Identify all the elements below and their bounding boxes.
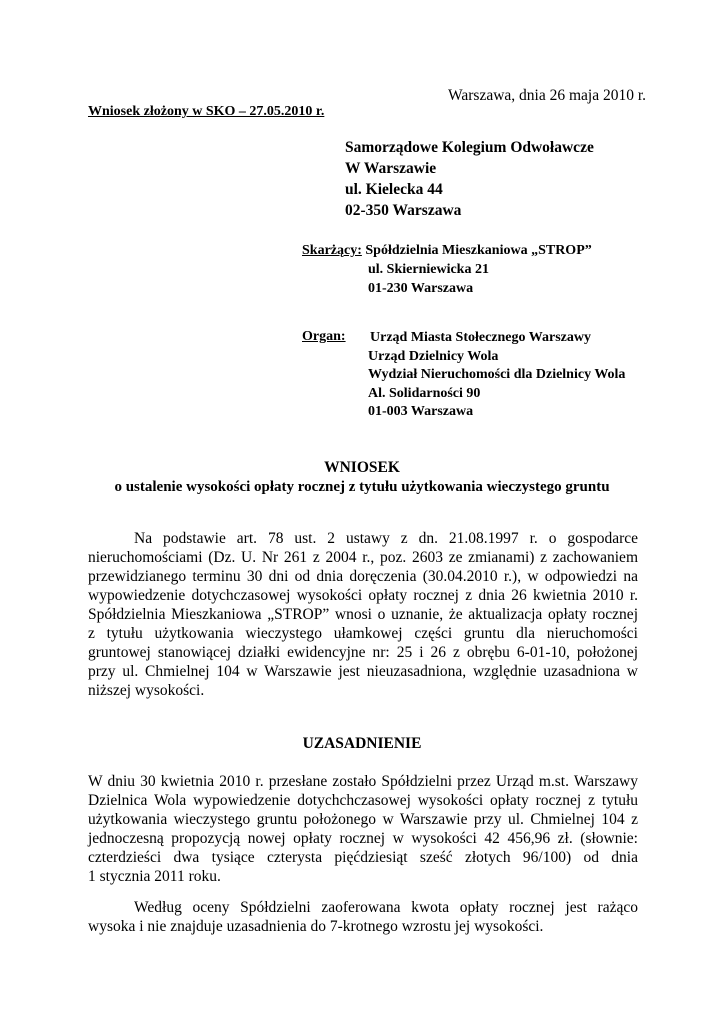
justification-line: W dniu 30 kwietnia 2010 r. przesłane zostało Spółdzielni przez Urząd m.st. Warszawy xyxy=(88,773,638,790)
justification-line: użytkowania wieczystego gruntu położonego w Warszawie przy ul. Chmielnej 104 z xyxy=(88,811,638,828)
authority-line: Urząd Dzielnicy Wola xyxy=(368,348,499,364)
recipient-line: 02-350 Warszawa xyxy=(345,202,462,219)
body-line: Spółdzielnia Mieszkaniowa „STROP” wnosi o uznanie, że aktualizacja opłaty rocznej xyxy=(88,606,638,623)
body-line: przy ul. Chmielnej 104 w Warszawie jest nieuzasadniona, względnie uzasadniona w xyxy=(88,663,638,680)
recipient-line: W Warszawie xyxy=(345,160,437,177)
complainant-street: ul. Skierniewicka 21 xyxy=(368,262,489,277)
complainant-city: 01-230 Warszawa xyxy=(368,281,474,296)
motion-title: WNIOSEK xyxy=(324,459,400,476)
justification-line: Według oceny Spółdzielni zaoferowana kwota opłaty rocznej jest rażąco xyxy=(134,899,638,916)
justification-line: 1 stycznia 2011 roku. xyxy=(88,868,221,885)
authority-block xyxy=(370,329,625,422)
complainant-label: Skarżący: xyxy=(302,243,362,258)
authority-label: Organ: xyxy=(302,329,346,344)
filed-note: Wniosek złożony w SKO – 27.05.2010 r. xyxy=(88,104,325,119)
authority-line: Wydział Nieruchomości dla Dzielnicy Wola xyxy=(368,367,626,382)
recipient-block xyxy=(345,137,594,221)
justification-line: Dzielnica Wola wypowiedzenie dotychchczasowej wysokości opłaty rocznej z tytułu xyxy=(88,792,638,809)
motion-body xyxy=(88,529,638,700)
complainant-block xyxy=(302,241,592,298)
place-date: Warszawa, dnia 26 maja 2010 r. xyxy=(448,87,647,104)
body-line: przewidzianego terminu 30 dni od dnia doręczenia (30.04.2010 r.), w odpowiedzi na xyxy=(88,568,638,585)
justification-title: UZASADNIENIE xyxy=(302,735,422,752)
recipient-line: ul. Kielecka 44 xyxy=(345,181,443,198)
recipient-line: Samorządowe Kolegium Odwoławcze xyxy=(345,139,594,156)
body-line: nieruchomościami (Dz. U. Nr 261 z 2004 r., poz. 2603 ze zmianami) z zachowaniem xyxy=(88,549,638,566)
body-line: z tytułu użytkowania wieczystego ułamkowej części gruntu dla nieruchomości xyxy=(88,625,638,642)
body-line: gruntowej stanowiącej działki ewidencyjne nr: 25 i 26 z obrębu 6-01-10, położonej xyxy=(88,644,638,661)
body-line: niższej wysokości. xyxy=(88,682,205,699)
body-line: Na podstawie art. 78 ust. 2 ustawy z dn. 21.08.1997 r. o gospodarce xyxy=(134,530,638,547)
justification-line: wysoka i nie znajduje uzasadnienia do 7-krotnego wzrostu jej wysokości. xyxy=(88,918,544,935)
justification-line: jednoczesną propozycją nowej opłaty rocznej w wysokości 42 456,96 zł. (słownie: xyxy=(88,830,638,847)
justification-para2 xyxy=(88,898,638,936)
motion-subtitle: o ustalenie wysokości opłaty rocznej z tytułu użytkowania wieczystego gruntu xyxy=(114,479,610,495)
justification-line: czterdzieści dwa tysiące czterysta pięćdziesiąt sześć złotych 96/100) od dnia xyxy=(88,849,638,866)
body-line: wypowiedzenie dotychczasowej wysokości opłaty rocznej z dnia 26 kwietnia 2010 r. xyxy=(88,587,638,604)
complainant-name: Spółdzielnia Mieszkaniowa „STROP” xyxy=(365,243,592,258)
authority-line: 01-003 Warszawa xyxy=(368,404,474,419)
authority-line: Al. Solidarności 90 xyxy=(368,385,481,401)
justification-para1 xyxy=(88,772,638,886)
authority-line: Urząd Miasta Stołecznego Warszawy xyxy=(370,330,591,345)
